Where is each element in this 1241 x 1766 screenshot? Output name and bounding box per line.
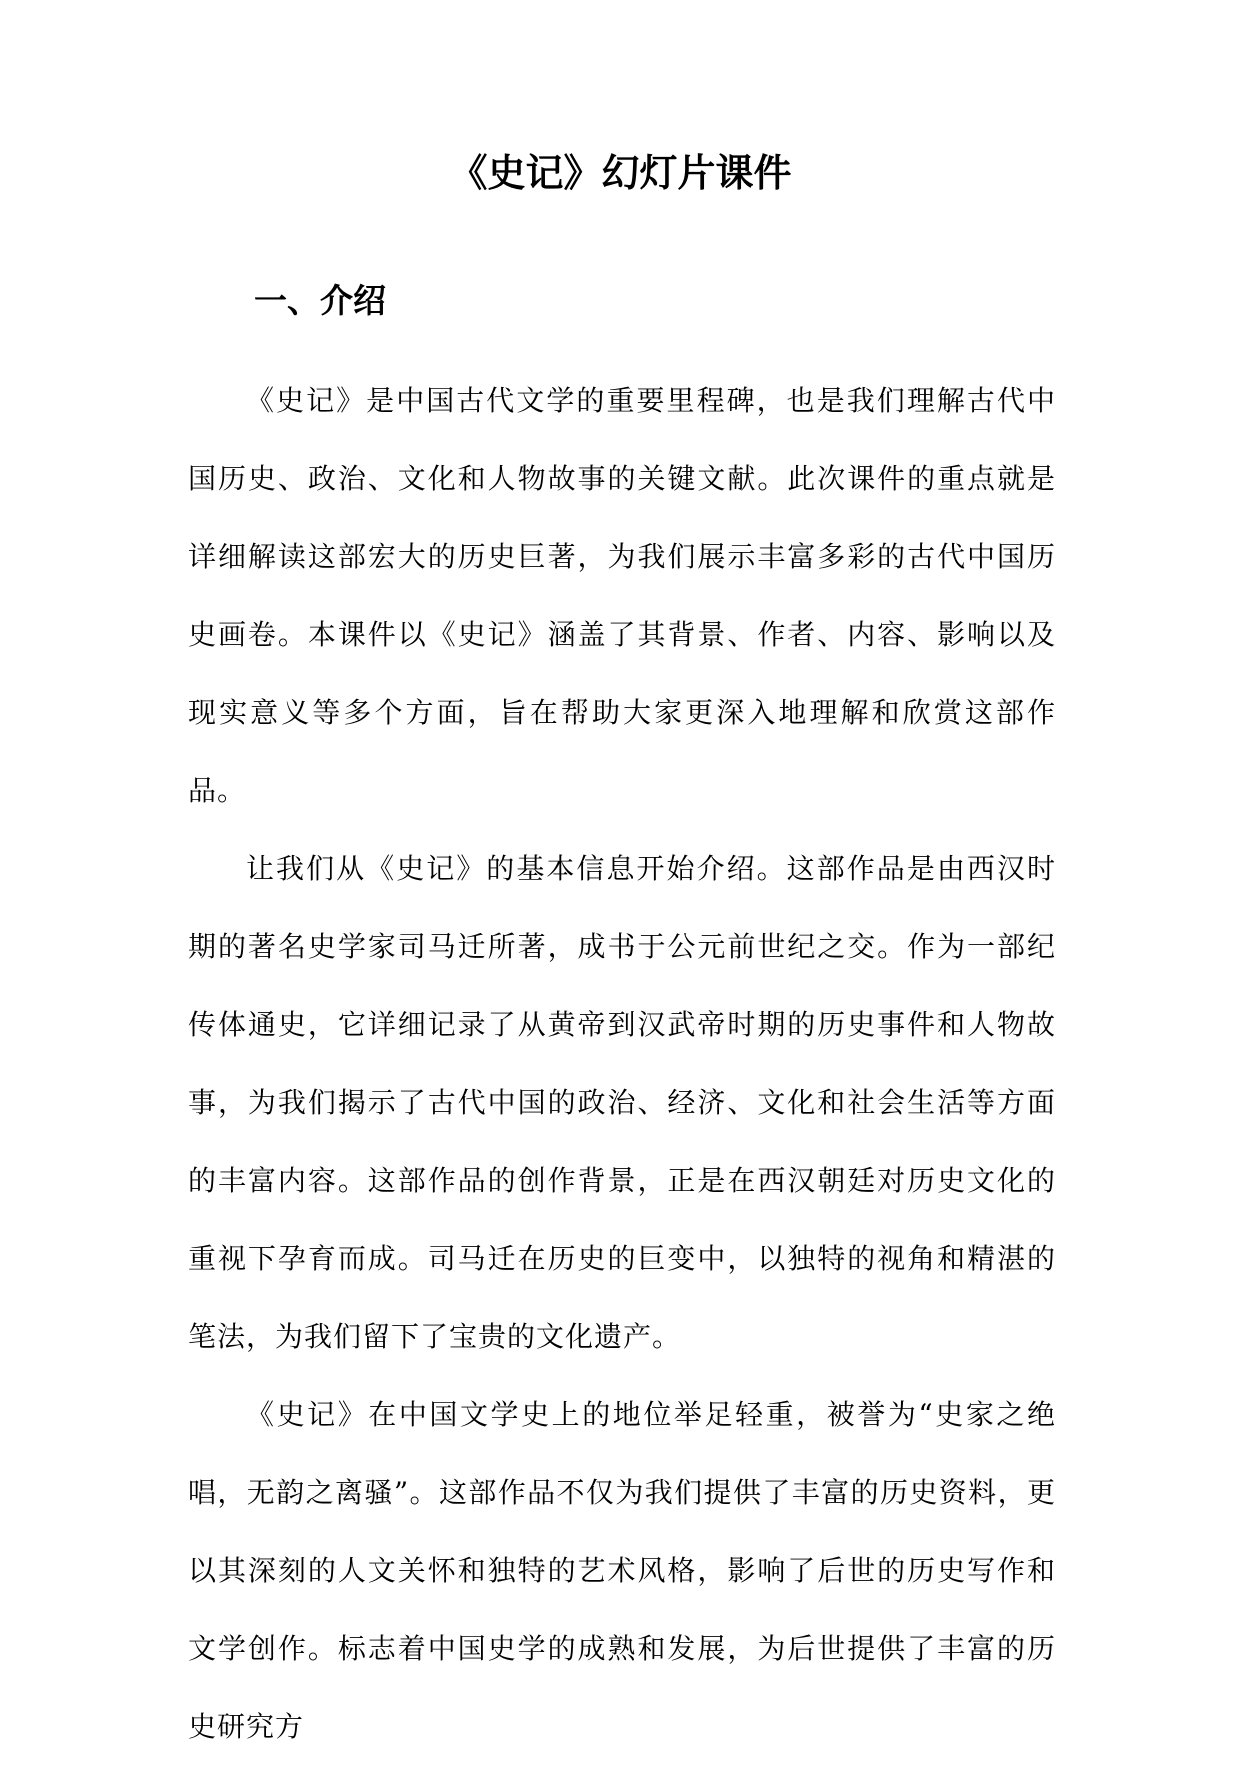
document-title: 《史记》幻灯片课件 [449,151,792,195]
paragraph: 《史记》在中国文学史上的地位举足轻重，被誉为“史家之绝唱，无韵之离骚”。这部作品不仅为我们提供了丰富的历史资料，更以其深刻的人文关怀和独特的艺术风格，影响了后世的历史写作和文学创作。标志着中国史学的成熟和发展，为后世提供了丰富的历史研究方 [188,1398,1056,1743]
paragraph: 《史记》是中国古代文学的重要里程碑，也是我们理解古代中国历史、政治、文化和人物故事的关键文献。此次课件的重点就是详细解读这部宏大的历史巨著，为我们展示丰富多彩的古代中国历史画卷。本课件以《史记》涵盖了其背景、作者、内容、影响以及现实意义等多个方面，旨在帮助大家更深入地理解和欣赏这部作品。 [188,384,1056,807]
paragraph: 让我们从《史记》的基本信息开始介绍。这部作品是由西汉时期的著名史学家司马迁所著，成书于公元前世纪之交。作为一部纪传体通史，它详细记录了从黄帝到汉武帝时期的历史事件和人物故事，为我们揭示了古代中国的政治、经济、文化和社会生活等方面的丰富内容。这部作品的创作背景，正是在西汉朝廷对历史文化的重视下孕育而成。司马迁在历史的巨变中，以独特的视角和精湛的笔法，为我们留下了宝贵的文化遗产。 [188,852,1056,1353]
section-heading-introduction: 一、介绍 [254,281,386,320]
section-body [188,362,1056,1766]
